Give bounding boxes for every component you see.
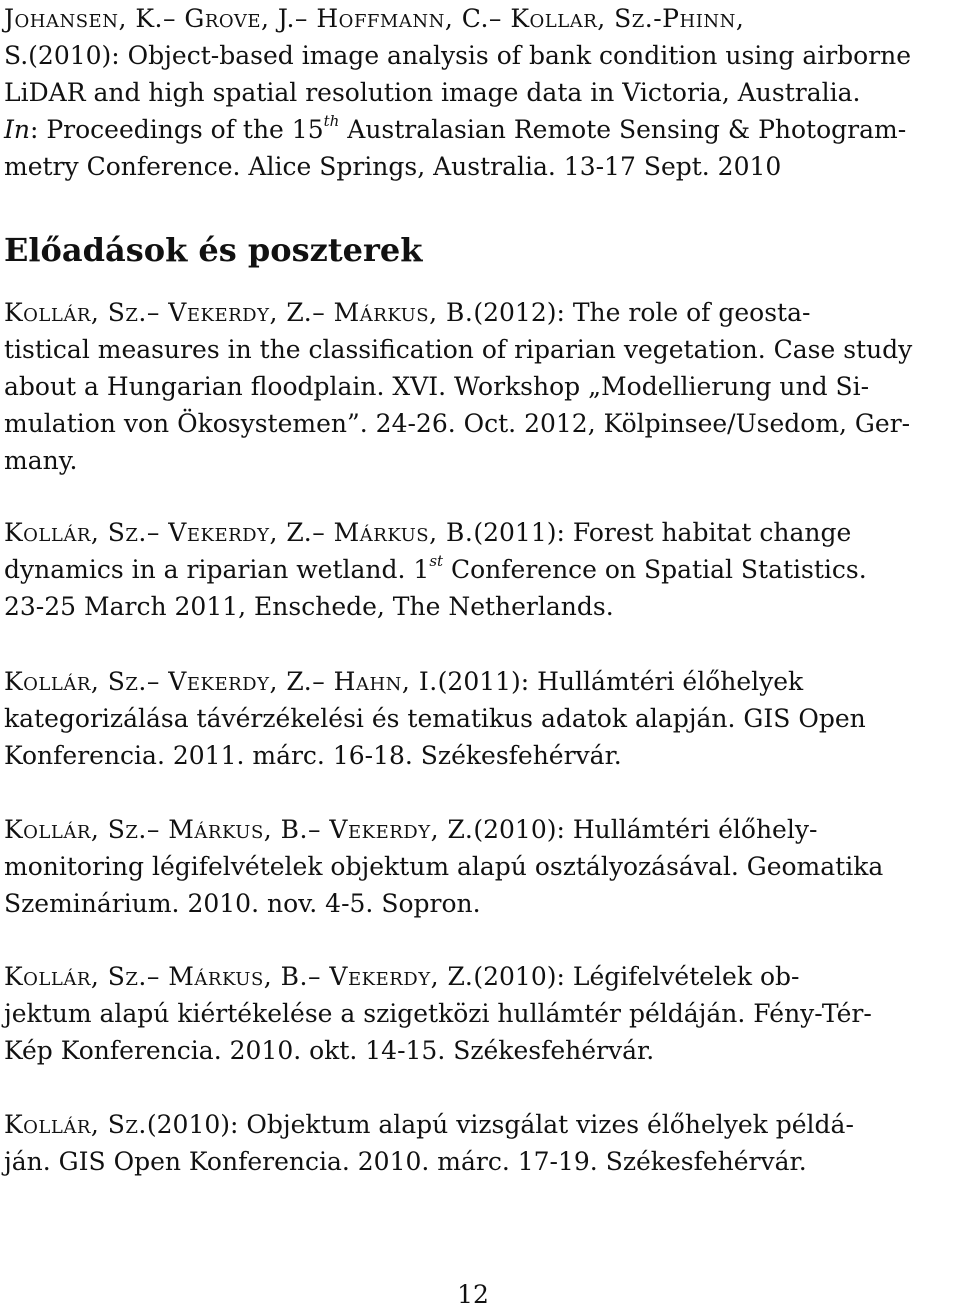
reference-line: S.(2010): Object-based image analysis of bank condition using airborne — [4, 41, 912, 70]
page-number: 12 — [457, 1280, 489, 1309]
reference-line: 23-25 March 2011, Enschede, The Netherlands. — [4, 592, 614, 621]
reference-text: Conference on Spatial Statistics. — [443, 555, 867, 584]
reference-line: Szeminárium. 2010. nov. 4-5. Sopron. — [4, 889, 481, 918]
reference-authors: Kollár, Sz. — [4, 1110, 147, 1139]
reference-authors: Kollár, Sz.– Márkus, B.– Vekerdy, Z. — [4, 815, 474, 844]
reference-entry — [4, 663, 956, 774]
reference-line — [4, 811, 956, 848]
reference-entry — [4, 1106, 956, 1180]
in-label: In — [4, 115, 30, 144]
reference-authors: Kollár, Sz.– Vekerdy, Z.– Hahn, I. — [4, 667, 438, 696]
reference-line: about a Hungarian floodplain. XVI. Workshop „Modellierung und Si- — [4, 372, 870, 401]
section-heading: Előadások és poszterek — [4, 231, 423, 269]
reference-line — [4, 0, 956, 37]
reference-line: mulation von Ökosystemen”. 24-26. Oct. 2012, Kölpinsee/Usedom, Ger- — [4, 409, 911, 438]
reference-authors: Kollár, Sz.– Márkus, B.– Vekerdy, Z. — [4, 962, 474, 991]
reference-authors: Kollár, Sz.– Vekerdy, Z.– Márkus, B. — [4, 518, 474, 547]
reference-text: : Proceedings of the 15 — [29, 115, 324, 144]
reference-entry — [4, 514, 956, 625]
reference-text: Australasian Remote Sensing & Photogram- — [339, 115, 907, 144]
reference-line: Konferencia. 2011. márc. 16-18. Székesfehérvár. — [4, 741, 622, 770]
reference-line — [4, 958, 956, 995]
reference-line: jektum alapú kiértékelése a szigetközi hullámtér példáján. Fény-Tér- — [4, 999, 872, 1028]
reference-line: monitoring légifelvételek objektum alapú osztályozásával. Geomatika — [4, 852, 884, 881]
reference-line: ján. GIS Open Konferencia. 2010. márc. 17-19. Székesfehérvár. — [4, 1147, 807, 1176]
document-page — [4, 0, 956, 1312]
reference-text: (2010): Hullámtéri élőhely- — [473, 815, 818, 844]
reference-line: tistical measures in the classification of riparian vegetation. Case study — [4, 335, 913, 364]
reference-line: LiDAR and high spatial resolution image data in Victoria, Australia. — [4, 78, 861, 107]
reference-line — [4, 111, 956, 148]
reference-entry — [4, 811, 956, 922]
reference-line — [4, 551, 956, 588]
reference-line — [4, 663, 956, 700]
ordinal-suffix: st — [429, 551, 444, 570]
reference-authors: Johansen, K.– Grove, J.– Hoffmann, C.– Kollar, Sz.-Phinn, — [4, 4, 745, 33]
reference-text: (2012): The role of geosta- — [473, 298, 811, 327]
reference-authors: Kollár, Sz.– Vekerdy, Z.– Márkus, B. — [4, 298, 474, 327]
reference-line: metry Conference. Alice Springs, Australia. 13-17 Sept. 2010 — [4, 152, 782, 181]
reference-text: (2011): Hullámtéri élőhelyek — [437, 667, 804, 696]
reference-entry — [4, 958, 956, 1069]
reference-entry — [4, 294, 956, 479]
ordinal-suffix: th — [323, 111, 340, 130]
reference-line: kategorizálása távérzékelési és tematikus adatok alapján. GIS Open — [4, 704, 866, 733]
reference-line: many. — [4, 446, 78, 475]
reference-line: Kép Konferencia. 2010. okt. 14-15. Székesfehérvár. — [4, 1036, 655, 1065]
reference-text: dynamics in a riparian wetland. 1 — [4, 555, 430, 584]
reference-entry — [4, 0, 956, 185]
reference-line — [4, 294, 956, 331]
reference-line — [4, 514, 956, 551]
reference-text: (2010): Légifelvételek ob- — [473, 962, 800, 991]
reference-line — [4, 1106, 956, 1143]
reference-text: (2011): Forest habitat change — [473, 518, 852, 547]
reference-text: (2010): Objektum alapú vizsgálat vizes élőhelyek példá- — [146, 1110, 854, 1139]
